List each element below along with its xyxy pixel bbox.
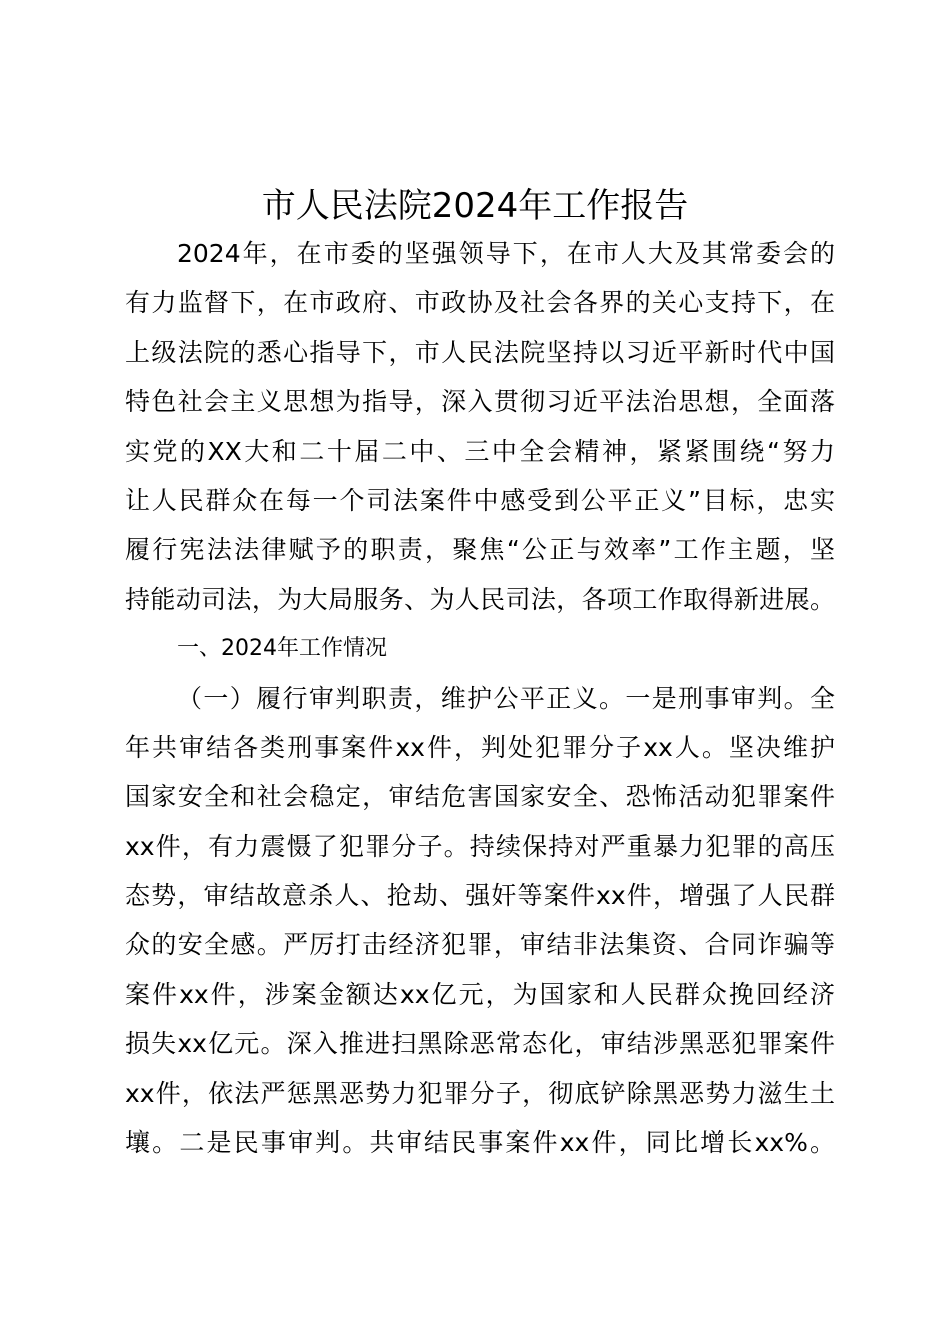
paragraph-line: 特色社会主义思想为指导，深入贯彻习近平法治思想，全面落 [125,387,835,417]
paragraph-line: 态势，审结故意杀人、抢劫、强奸等案件xx件，增强了人民群 [125,881,835,911]
paragraph-line: xx件，依法严惩黑恶势力犯罪分子，彻底铲除黑恶势力滋生土 [125,1078,835,1108]
paragraph-line: 2024年，在市委的坚强领导下，在市人大及其常委会的 [177,239,835,268]
paragraph-line: 让人民群众在每一个司法案件中感受到公平正义”目标，忠实 [125,485,835,515]
paragraph-line: 壤。二是民事审判。共审结民事案件xx件，同比增长xx%。 [125,1128,835,1158]
paragraph-line: 上级法院的悉心指导下，市人民法院坚持以习近平新时代中国 [125,337,835,367]
paragraph-line: （一）履行审判职责，维护公平正义。一是刑事审判。全 [177,683,835,713]
paragraph-line: 损失xx亿元。深入推进扫黑除恶常态化，审结涉黑恶犯罪案件 [125,1029,835,1059]
paragraph-line: 案件xx件，涉案金额达xx亿元，为国家和人民群众挽回经济 [125,979,835,1009]
document-title: 市人民法院2024年工作报告 [261,186,689,226]
paragraph-line: 有力监督下，在市政府、市政协及社会各界的关心支持下，在 [125,288,835,318]
paragraph-line: 持能动司法，为大局服务、为人民司法，各项工作取得新进展。 [125,584,835,614]
section-heading: 一、2024年工作情况 [177,636,387,662]
paragraph-line: 国家安全和社会稳定，审结危害国家安全、恐怖活动犯罪案件 [125,782,835,812]
paragraph-line: xx件，有力震慑了犯罪分子。持续保持对严重暴力犯罪的高压 [125,831,835,861]
paragraph-line: 年共审结各类刑事案件xx件，判处犯罪分子xx人。坚决维护 [125,732,835,762]
paragraph-line: 众的安全感。严厉打击经济犯罪，审结非法集资、合同诈骗等 [125,930,835,960]
intro-paragraph [125,229,835,1167]
paragraph-line: 履行宪法法律赋予的职责，聚焦“公正与效率”工作主题，坚 [125,535,835,565]
paragraph-line: 实党的XX大和二十届二中、三中全会精神，紧紧围绕“努力 [125,436,835,466]
